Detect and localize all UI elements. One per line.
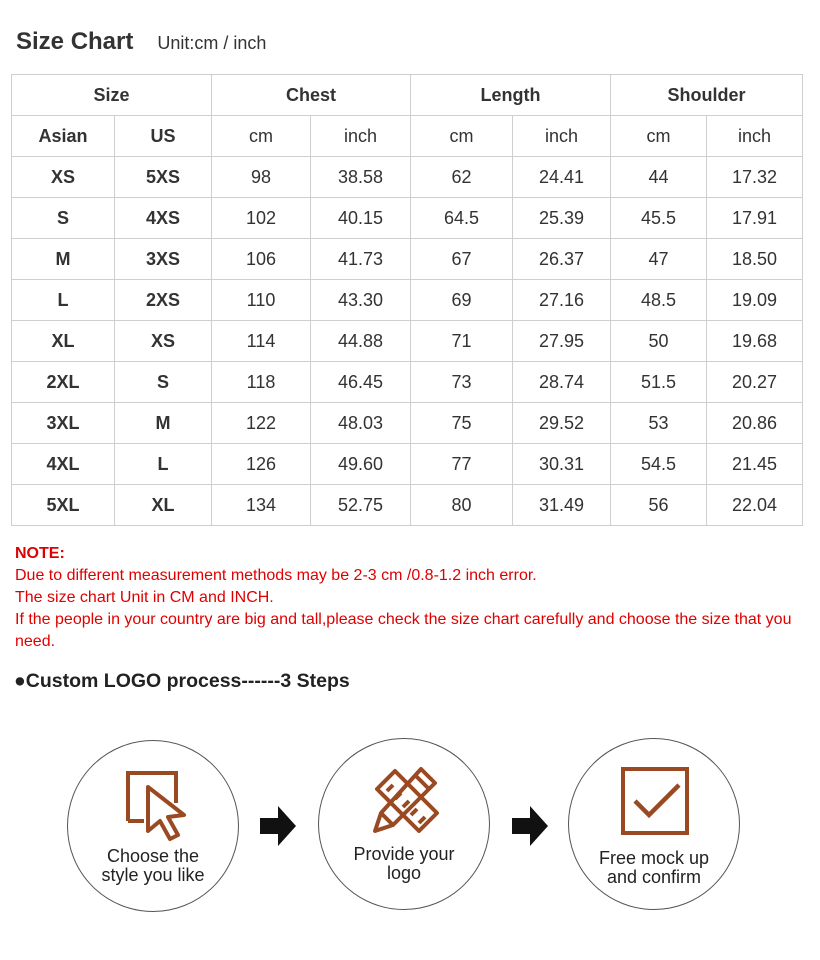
table-cell: 54.5 <box>611 444 707 485</box>
table-cell: 4XS <box>115 198 212 239</box>
cursor-select-icon <box>114 763 194 843</box>
note-title: NOTE: <box>15 545 65 562</box>
note-line: The size chart Unit in CM and INCH. <box>15 589 274 606</box>
table-row <box>12 157 803 198</box>
table-row <box>12 403 803 444</box>
table-cell: 118 <box>212 362 311 403</box>
step-mock-up <box>568 738 740 910</box>
table-cell: 28.74 <box>513 362 611 403</box>
table-cell: 48.5 <box>611 280 707 321</box>
step-caption-line2: and confirm <box>606 867 702 887</box>
subheader-cell: inch <box>513 116 611 157</box>
table-cell: 2XS <box>115 280 212 321</box>
table-cell: 3XS <box>115 239 212 280</box>
table-cell: 27.16 <box>513 280 611 321</box>
table-cell: M <box>115 403 212 444</box>
table-cell: 20.86 <box>707 403 803 444</box>
group-header: Size <box>12 75 212 116</box>
page-header <box>16 28 266 56</box>
table-cell: 27.95 <box>513 321 611 362</box>
table-row <box>12 239 803 280</box>
table-cell: 75 <box>411 403 513 444</box>
table-row <box>12 198 803 239</box>
table-cell: 64.5 <box>411 198 513 239</box>
step-choose-style <box>67 740 239 912</box>
table-cell: 48.03 <box>311 403 411 444</box>
table-cell: 17.32 <box>707 157 803 198</box>
table-cell: 25.39 <box>513 198 611 239</box>
note-block <box>15 543 805 653</box>
group-header: Length <box>411 75 611 116</box>
arrow-right-icon <box>258 804 298 848</box>
table-cell: 62 <box>411 157 513 198</box>
table-cell: 18.50 <box>707 239 803 280</box>
step-caption-line2: logo <box>386 863 422 883</box>
table-cell: 29.52 <box>513 403 611 444</box>
subheader-cell: cm <box>212 116 311 157</box>
table-cell: 106 <box>212 239 311 280</box>
table-cell: 19.68 <box>707 321 803 362</box>
table-cell: 4XL <box>12 444 115 485</box>
subheader-cell: cm <box>411 116 513 157</box>
table-row <box>12 280 803 321</box>
table-cell: 5XL <box>12 485 115 526</box>
table-row <box>12 444 803 485</box>
table-row <box>12 321 803 362</box>
note-line: If the people in your country are big and tall,please check the size chart carefully and choose the size that you need. <box>15 611 792 650</box>
table-cell: 2XL <box>12 362 115 403</box>
note-line: Due to different measurement methods may be 2-3 cm /0.8-1.2 inch error. <box>15 567 537 584</box>
arrow-right-icon <box>510 804 550 848</box>
step-caption-line2: style you like <box>101 865 205 885</box>
table-cell: 31.49 <box>513 485 611 526</box>
table-cell: L <box>115 444 212 485</box>
table-cell: 98 <box>212 157 311 198</box>
subheader-cell: US <box>115 116 212 157</box>
pencil-ruler-icon <box>363 759 447 843</box>
table-cell: 134 <box>212 485 311 526</box>
table-cell: 45.5 <box>611 198 707 239</box>
table-cell: M <box>12 239 115 280</box>
table-row <box>12 362 803 403</box>
table-cell: 43.30 <box>311 280 411 321</box>
table-cell: 26.37 <box>513 239 611 280</box>
table-cell: 49.60 <box>311 444 411 485</box>
table-cell: L <box>12 280 115 321</box>
table-cell: 51.5 <box>611 362 707 403</box>
table-cell: 114 <box>212 321 311 362</box>
table-cell: 41.73 <box>311 239 411 280</box>
table-cell: 53 <box>611 403 707 444</box>
table-header-row <box>12 75 803 116</box>
group-header: Chest <box>212 75 411 116</box>
table-cell: 80 <box>411 485 513 526</box>
table-cell: S <box>115 362 212 403</box>
table-cell: S <box>12 198 115 239</box>
table-cell: 50 <box>611 321 707 362</box>
checkbox-icon <box>617 763 693 839</box>
step-provide-logo <box>318 738 490 910</box>
step-caption-line1: Choose the <box>106 846 200 866</box>
table-cell: XS <box>12 157 115 198</box>
group-header: Shoulder <box>611 75 803 116</box>
table-cell: 44.88 <box>311 321 411 362</box>
subheader-cell: cm <box>611 116 707 157</box>
table-cell: 69 <box>411 280 513 321</box>
step-caption-line1: Provide your <box>353 844 455 864</box>
table-cell: 102 <box>212 198 311 239</box>
table-cell: 44 <box>611 157 707 198</box>
table-cell: 122 <box>212 403 311 444</box>
table-cell: 46.45 <box>311 362 411 403</box>
table-cell: 30.31 <box>513 444 611 485</box>
table-row <box>12 485 803 526</box>
subheader-cell: inch <box>707 116 803 157</box>
table-cell: 38.58 <box>311 157 411 198</box>
table-cell: 21.45 <box>707 444 803 485</box>
page-title: Size Chart <box>16 28 134 55</box>
table-cell: 40.15 <box>311 198 411 239</box>
table-cell: 73 <box>411 362 513 403</box>
subheader-cell: inch <box>311 116 411 157</box>
table-cell: XL <box>12 321 115 362</box>
table-cell: 126 <box>212 444 311 485</box>
table-cell: 22.04 <box>707 485 803 526</box>
table-cell: 52.75 <box>311 485 411 526</box>
table-subheader-row <box>12 116 803 157</box>
table-cell: 71 <box>411 321 513 362</box>
table-cell: XL <box>115 485 212 526</box>
table-cell: 19.09 <box>707 280 803 321</box>
subheader-cell: Asian <box>12 116 115 157</box>
table-cell: 17.91 <box>707 198 803 239</box>
table-cell: 77 <box>411 444 513 485</box>
table-cell: 47 <box>611 239 707 280</box>
table-cell: 20.27 <box>707 362 803 403</box>
table-cell: 67 <box>411 239 513 280</box>
logo-process-title: ●Custom LOGO process------3 Steps <box>14 670 350 692</box>
unit-label: Unit:cm / inch <box>157 33 267 53</box>
table-cell: 110 <box>212 280 311 321</box>
size-chart-table <box>11 74 803 526</box>
table-cell: 3XL <box>12 403 115 444</box>
step-caption-line1: Free mock up <box>598 848 710 868</box>
table-cell: XS <box>115 321 212 362</box>
table-cell: 56 <box>611 485 707 526</box>
table-cell: 5XS <box>115 157 212 198</box>
table-cell: 24.41 <box>513 157 611 198</box>
